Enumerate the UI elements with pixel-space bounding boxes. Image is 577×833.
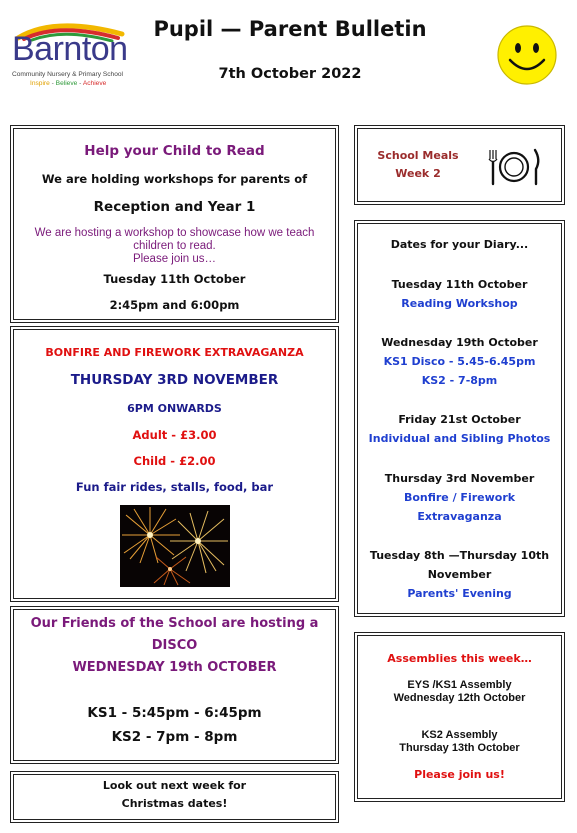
bonfire-heading: BONFIRE AND FIREWORK EXTRAVAGANZA (45, 346, 304, 359)
assembly-eys-date: Wednesday 12th October (393, 692, 526, 704)
school-meals-box (357, 128, 562, 202)
disco-box (13, 609, 336, 761)
diary-entry-event: Individual and Sibling Photos (368, 432, 551, 445)
school-logo-name: Barnton (12, 30, 128, 68)
diary-entry-date: Tuesday 8th —Thursday 10th (369, 549, 550, 562)
assembly-eys-title: EYS /KS1 Assembly (407, 679, 512, 691)
diary-heading: Dates for your Diary... (390, 238, 529, 251)
diary-entry-event-line2: KS2 - 7-8pm (421, 374, 498, 387)
fireworks-image (120, 505, 230, 587)
bonfire-box (13, 329, 336, 599)
school-meals-week: Week 2 (395, 167, 441, 180)
disco-ks2-time: KS2 - 7pm - 8pm (111, 729, 238, 745)
diary-box (357, 223, 562, 614)
reading-intro: We are holding workshops for parents of (41, 172, 308, 186)
bonfire-time: 6PM ONWARDS (127, 402, 222, 415)
diary-entry-event: KS1 Disco - 5.45-6.45pm (383, 355, 536, 368)
reading-day: Tuesday 11th October (103, 272, 246, 286)
bonfire-date: THURSDAY 3RD NOVEMBER (70, 372, 279, 388)
reading-desc-line1: We are hosting a workshop to showcase how we teach (34, 227, 315, 239)
bonfire-child-price: Child - £2.00 (133, 454, 216, 468)
school-motto: Inspire - Believe - Achieve (30, 80, 107, 87)
assembly-ks2-date: Thursday 13th October (399, 742, 520, 754)
reading-years: Reception and Year 1 (93, 199, 256, 215)
reading-times: 2:45pm and 6:00pm (109, 298, 240, 312)
bonfire-adult-price: Adult - £3.00 (132, 428, 217, 442)
assemblies-closing: Please join us! (414, 768, 505, 781)
school-meals-title: School Meals (377, 149, 459, 162)
diary-entry-event: Reading Workshop (401, 297, 518, 310)
disco-line1: Our Friends of the School are hosting a (30, 616, 319, 631)
assembly-ks2-title: KS2 Assembly (421, 729, 498, 741)
diary-entry-date: Wednesday 19th October (381, 336, 538, 349)
plate-cutlery-icon (484, 147, 544, 187)
diary-entry-event-line2: Extravaganza (417, 510, 502, 523)
assemblies-box (357, 635, 562, 799)
reading-workshop-box (13, 128, 336, 320)
lookout-box (13, 774, 336, 820)
school-logo-subtitle: Community Nursery & Primary School (12, 71, 124, 78)
diary-entry-date: Thursday 3rd November (384, 472, 535, 485)
smiley-face-icon (496, 24, 558, 86)
assemblies-heading: Assemblies this week… (387, 652, 532, 665)
diary-entry-date: Tuesday 11th October (391, 278, 528, 291)
bulletin-date: 7th October 2022 (218, 66, 362, 82)
lookout-line1: Look out next week for (102, 779, 247, 792)
disco-ks1-time: KS1 - 5:45pm - 6:45pm (87, 705, 262, 721)
bulletin-title: Pupil — Parent Bulletin (153, 17, 427, 41)
diary-entry-event: Parents' Evening (407, 587, 512, 600)
bonfire-features: Fun fair rides, stalls, food, bar (75, 480, 274, 494)
disco-date: WEDNESDAY 19th OCTOBER (72, 660, 277, 675)
reading-heading: Help your Child to Read (84, 143, 265, 159)
diary-entry-date: Friday 21st October (398, 413, 521, 426)
diary-entry-event: Bonfire / Firework (403, 491, 516, 504)
lookout-line2: Christmas dates! (121, 797, 228, 810)
reading-desc-line2: children to read. (133, 240, 216, 252)
disco-line2: DISCO (151, 638, 198, 653)
diary-entry-date-line2: November (427, 568, 492, 581)
reading-desc-line3: Please join us… (132, 253, 217, 265)
